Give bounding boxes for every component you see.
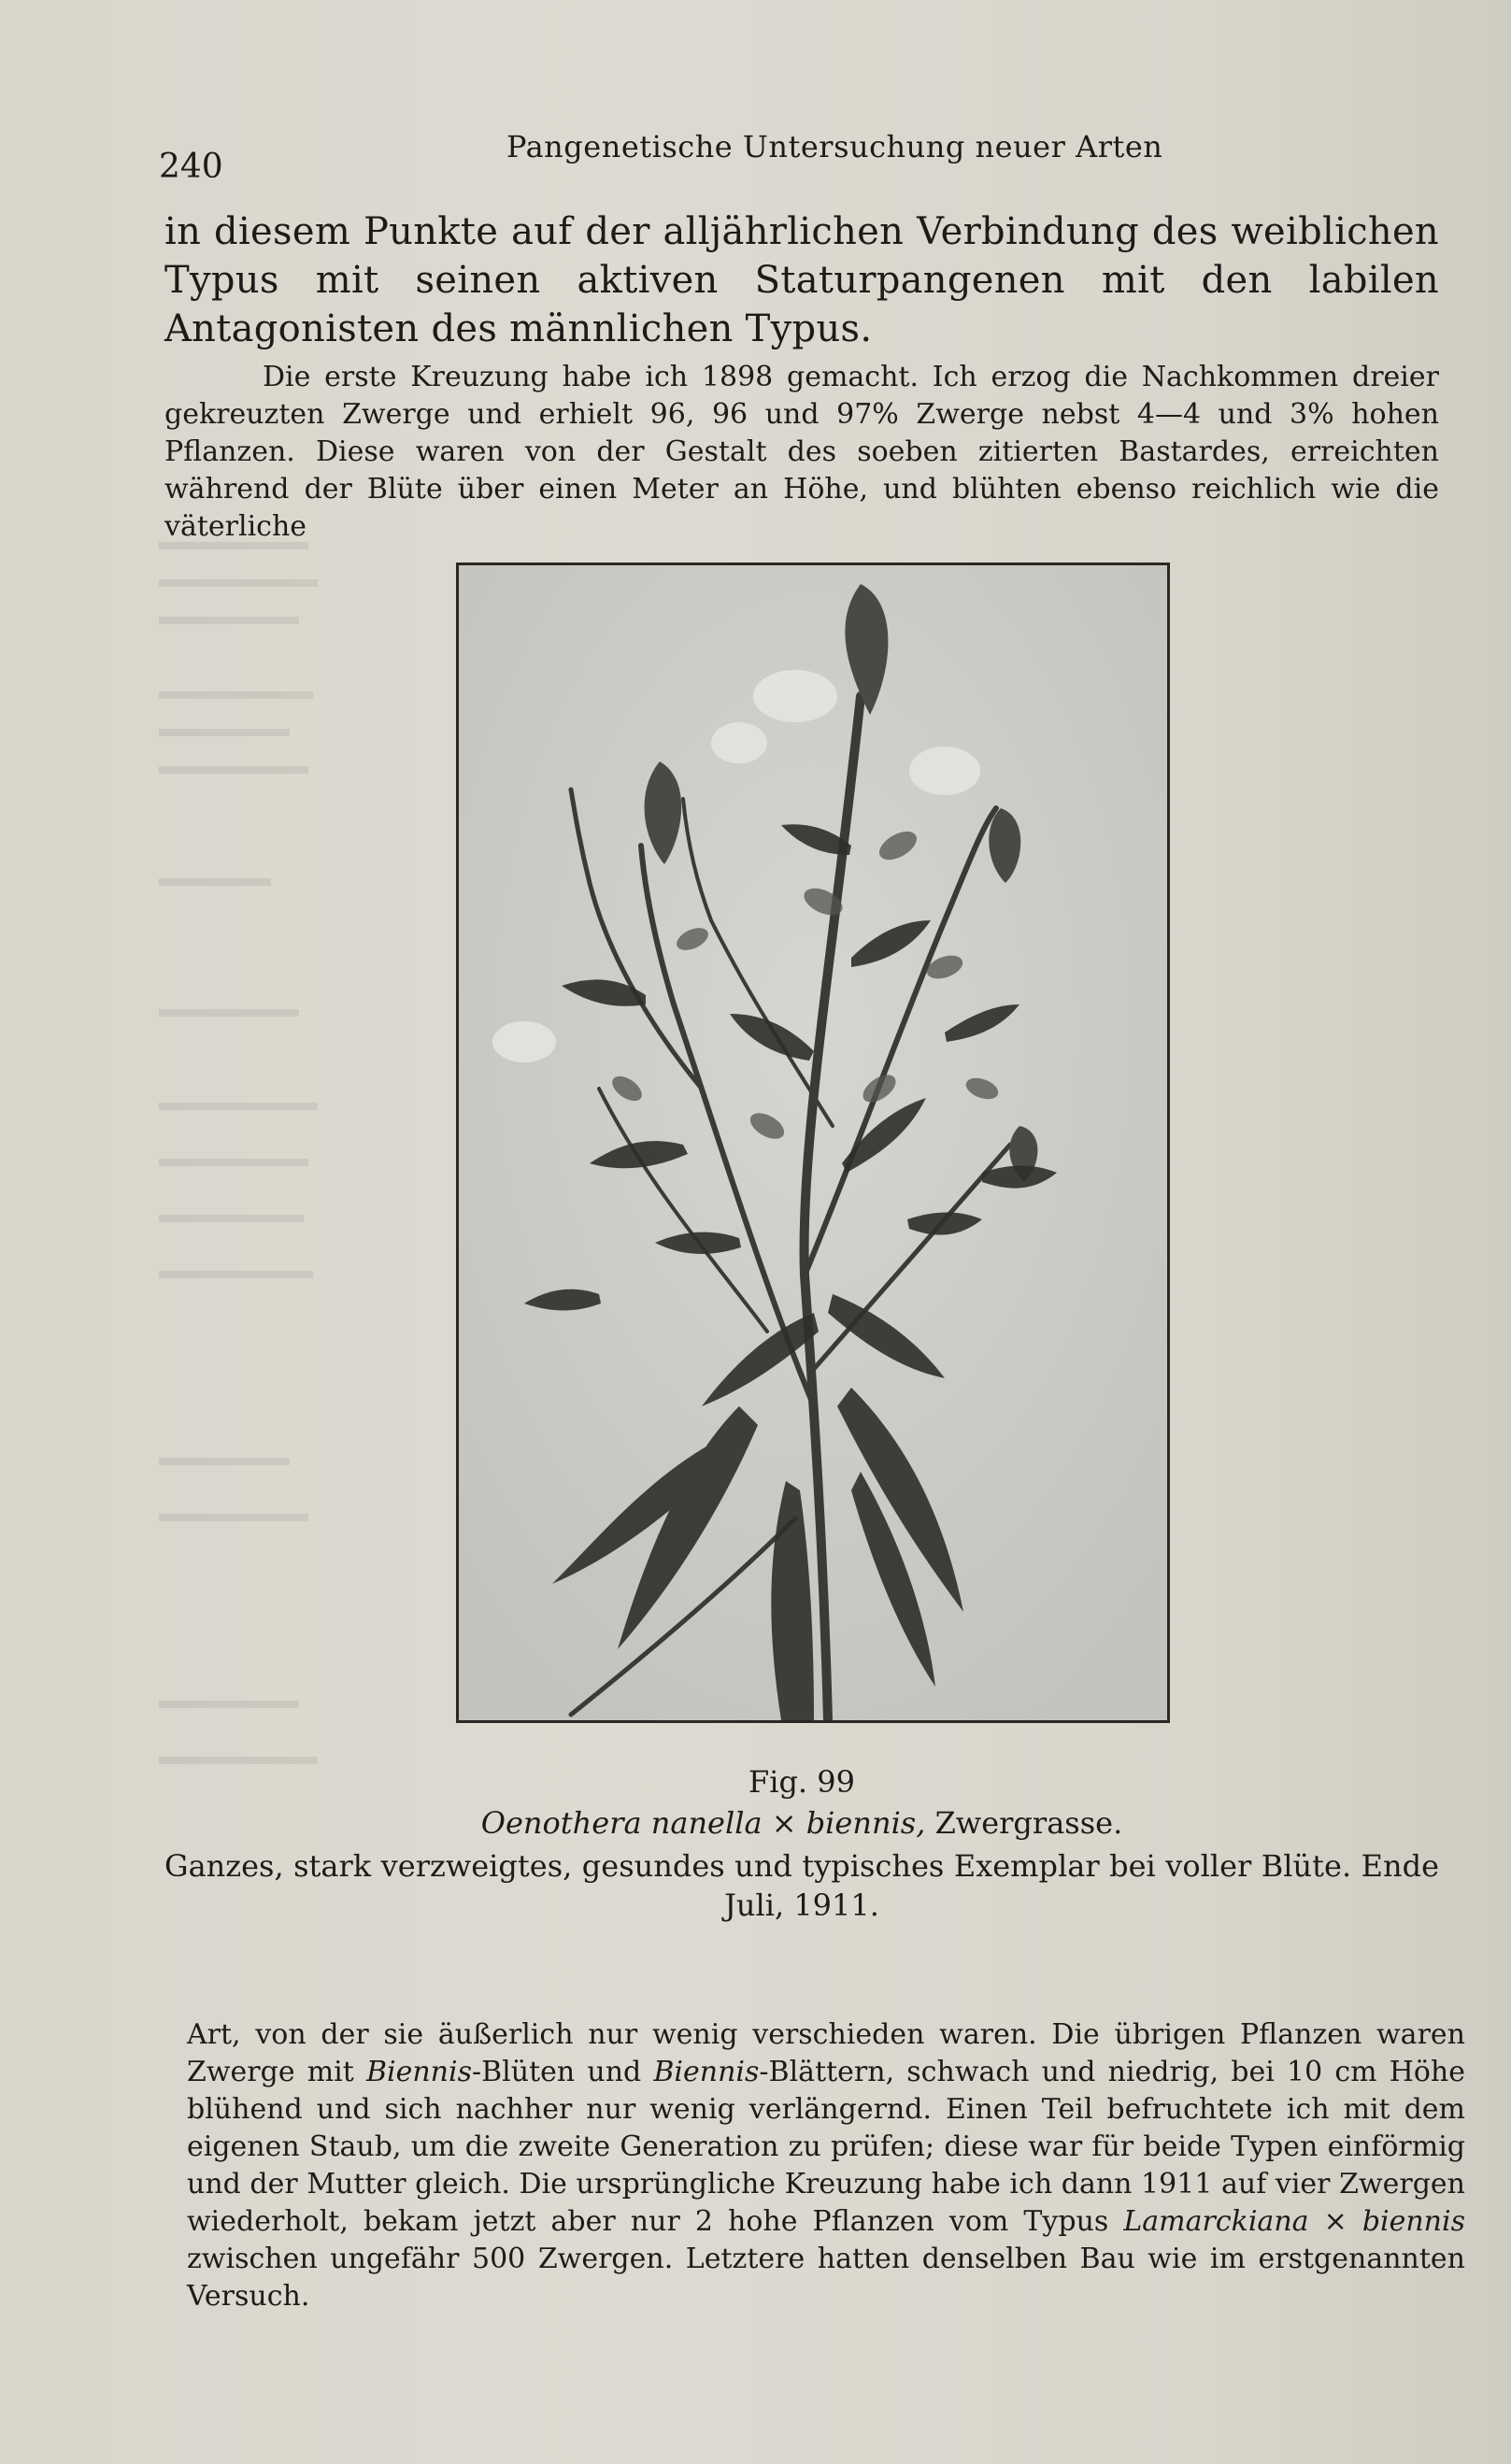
- text-run: ×: [1308, 2205, 1362, 2238]
- text-run: Art, von der sie äußerlich nur wenig verschieden waren. Die übrigen Pflanzen waren Zwerge mit: [187, 2018, 1465, 2088]
- italic-run: Biennis: [365, 2056, 472, 2088]
- oenothera-plant-illustration: [459, 565, 1167, 1720]
- paragraph-bottom: [187, 2016, 1465, 2315]
- italic-run: Biennis: [653, 2056, 760, 2088]
- paragraph-second: Die erste Kreuzung habe ich 1898 gemacht. Ich erzog die Nachkommen dreier gekreuzten Zwerge und erhielt 96, 96 und 97% Zwerge nebst 4—4 und 3% hohen Pflanzen. Diese waren von der Gestalt des soeben zitierten Bastardes, erreichten während der Blüte über einen Meter an Höhe, und blühten ebenso reichlich wie die väterliche: [164, 361, 1439, 543]
- species-b: biennis,: [805, 1805, 926, 1841]
- paragraph-top: in diesem Punkte auf der alljährlichen Verbindung des weiblichen Typus mit seinen aktiven Staturpangenen mit den labilen Antagonisten des männlichen Typus.: [164, 210, 1439, 350]
- italic-run: biennis: [1361, 2205, 1465, 2238]
- text-run: -Blüten und: [472, 2056, 654, 2088]
- running-title: Pangenetische Untersuchung neuer Arten: [506, 129, 1163, 164]
- figure-species: [164, 1805, 1439, 1841]
- text-run: zwischen ungefähr 500 Zwergen. Letztere hatten denselben Bau wie im erstgenannten Versuch.: [187, 2243, 1465, 2313]
- species-a: Oenothera nanella: [480, 1805, 763, 1841]
- figure-description: Ganzes, stark verzweigtes, gesundes und typisches Exemplar bei voller Blüte. Ende Juli, 1911.: [164, 1848, 1439, 1923]
- running-head: [159, 129, 1448, 186]
- text-run: -Blättern, schwach und niedrig, bei 10 cm Höhe blühend und sich nachher nur wenig verlängernd. Einen Teil befruchtete ich mit dem eigenen Staub, um die zweite Generation zu prüfen; diese war für beide Typen einförmig und der Mutter gleich. Die ursprüngliche Kreuzung habe ich dann 1911 auf vier Zwergen wiederholt, bekam jetzt aber nur 2 hohe Pflanzen vom Typus: [187, 2056, 1466, 2238]
- italic-run: Lamarckiana: [1123, 2205, 1309, 2238]
- figure-photograph: [456, 563, 1170, 1723]
- cross-symbol: ×: [771, 1805, 797, 1841]
- figure-number: Fig. 99: [748, 1764, 855, 1800]
- common-name: Zwergrasse.: [934, 1805, 1123, 1841]
- page-number: 240: [159, 148, 223, 186]
